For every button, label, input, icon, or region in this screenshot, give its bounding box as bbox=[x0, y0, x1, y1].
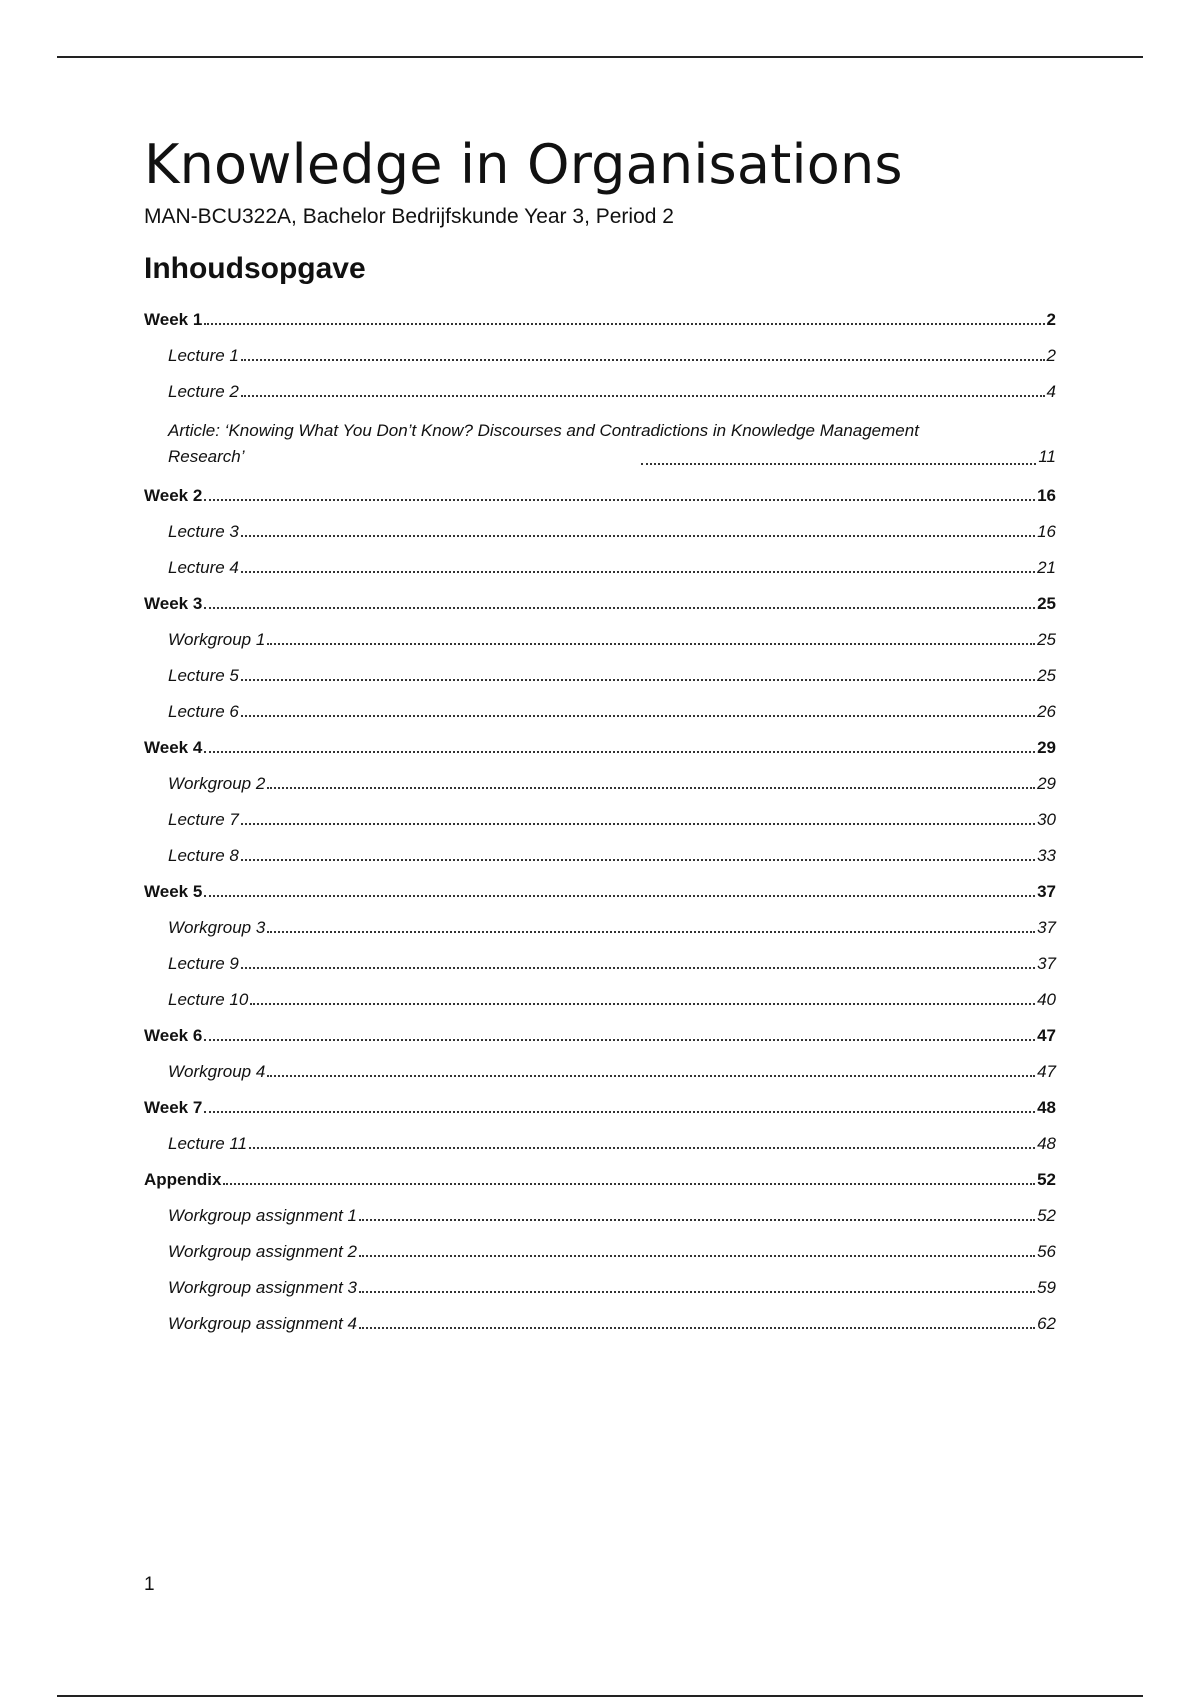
toc-entry-lecture-3[interactable] bbox=[144, 506, 1056, 542]
toc-dot-leader bbox=[359, 1255, 1035, 1257]
toc-group bbox=[144, 1022, 1056, 1082]
toc-entry-page: 16 bbox=[1037, 486, 1056, 506]
toc-entry-page: 40 bbox=[1037, 990, 1056, 1010]
toc-entry-label: Lecture 5 bbox=[168, 666, 239, 686]
toc-dot-leader bbox=[204, 1111, 1035, 1113]
toc-entry-workgroup-2[interactable] bbox=[144, 758, 1056, 794]
toc-entry-label: Week 4 bbox=[144, 738, 203, 758]
toc-entry-lecture-8[interactable] bbox=[144, 830, 1056, 866]
toc-group bbox=[144, 482, 1056, 578]
toc-dot-leader bbox=[359, 1219, 1035, 1221]
toc-group bbox=[144, 734, 1056, 866]
toc-dot-leader bbox=[267, 643, 1035, 645]
toc-entry-lecture-7[interactable] bbox=[144, 794, 1056, 830]
toc-entry-page: 62 bbox=[1037, 1314, 1056, 1334]
toc-group bbox=[144, 306, 1056, 470]
header-rule bbox=[57, 56, 1143, 58]
toc-entry-workgroup-1[interactable] bbox=[144, 614, 1056, 650]
document-subtitle: MAN-BCU322A, Bachelor Bedrijfskunde Year 3, Period 2 bbox=[144, 205, 674, 228]
toc-dot-leader bbox=[204, 499, 1035, 501]
toc-entry-page: 33 bbox=[1037, 846, 1056, 866]
toc-entry-page: 29 bbox=[1037, 774, 1056, 794]
toc-dot-leader bbox=[241, 395, 1045, 397]
toc-entry-page: 29 bbox=[1037, 738, 1056, 758]
toc-entry-label: Week 1 bbox=[144, 310, 203, 330]
toc-heading: Inhoudsopgave bbox=[144, 252, 366, 286]
toc-dot-leader bbox=[241, 359, 1045, 361]
toc-group bbox=[144, 1094, 1056, 1154]
toc-entry-lecture-9[interactable] bbox=[144, 938, 1056, 974]
toc-entry-lecture-1[interactable] bbox=[144, 330, 1056, 366]
toc-entry-label: Workgroup assignment 2 bbox=[168, 1242, 357, 1262]
toc-entry-page: 26 bbox=[1037, 702, 1056, 722]
toc-entry-label: Week 3 bbox=[144, 594, 203, 614]
toc-entry-page: 48 bbox=[1037, 1098, 1056, 1118]
document-body bbox=[144, 133, 1057, 1334]
toc-dot-leader bbox=[267, 787, 1035, 789]
toc-entry-workgroup-assignment-1[interactable] bbox=[144, 1190, 1056, 1226]
toc-entry-page: 56 bbox=[1037, 1242, 1056, 1262]
toc-dot-leader bbox=[241, 679, 1035, 681]
toc-dot-leader bbox=[241, 859, 1035, 861]
toc-entry-last-line bbox=[168, 444, 1056, 470]
toc-entry-label: Lecture 7 bbox=[168, 810, 239, 830]
toc-entry-label: Workgroup assignment 1 bbox=[168, 1206, 357, 1226]
toc-entry-week-6[interactable] bbox=[144, 1022, 1056, 1046]
toc-entry-label-line-2: Research’ bbox=[168, 447, 245, 467]
toc-entry-label: Lecture 10 bbox=[168, 990, 249, 1010]
toc-entry-article[interactable] bbox=[144, 402, 1056, 470]
toc-entry-page: 25 bbox=[1037, 594, 1056, 614]
toc-entry-page: 47 bbox=[1037, 1062, 1056, 1082]
toc-group bbox=[144, 878, 1056, 1010]
toc-entry-week-5[interactable] bbox=[144, 878, 1056, 902]
toc-dot-leader bbox=[241, 967, 1035, 969]
toc-entry-lecture-6[interactable] bbox=[144, 686, 1056, 722]
toc-entry-lecture-10[interactable] bbox=[144, 974, 1056, 1010]
toc-dot-leader bbox=[241, 823, 1035, 825]
toc-entry-page: 37 bbox=[1037, 954, 1056, 974]
toc-entry-appendix[interactable] bbox=[144, 1166, 1056, 1190]
toc-entry-workgroup-4[interactable] bbox=[144, 1046, 1056, 1082]
footer-rule bbox=[57, 1695, 1143, 1697]
toc-entry-label: Lecture 11 bbox=[168, 1134, 248, 1154]
toc-entry-lecture-11[interactable] bbox=[144, 1118, 1056, 1154]
toc-entry-page: 2 bbox=[1046, 346, 1056, 366]
toc-dot-leader bbox=[223, 1183, 1035, 1185]
toc-entry-lecture-5[interactable] bbox=[144, 650, 1056, 686]
toc-entry-workgroup-assignment-4[interactable] bbox=[144, 1298, 1056, 1334]
toc-entry-page: 37 bbox=[1037, 882, 1056, 902]
toc-dot-leader bbox=[241, 535, 1035, 537]
toc-group bbox=[144, 1166, 1056, 1334]
toc-dot-leader bbox=[267, 931, 1035, 933]
table-of-contents bbox=[144, 306, 1056, 1334]
document-title: Knowledge in Organisations bbox=[144, 133, 903, 196]
toc-entry-page: 30 bbox=[1037, 810, 1056, 830]
toc-entry-page: 11 bbox=[1038, 447, 1057, 467]
toc-entry-lecture-2[interactable] bbox=[144, 366, 1056, 402]
toc-dot-leader bbox=[204, 895, 1035, 897]
toc-entry-week-2[interactable] bbox=[144, 482, 1056, 506]
toc-entry-lecture-4[interactable] bbox=[144, 542, 1056, 578]
toc-entry-page: 16 bbox=[1037, 522, 1056, 542]
toc-entry-label: Week 7 bbox=[144, 1098, 203, 1118]
toc-entry-label: Week 5 bbox=[144, 882, 203, 902]
toc-entry-page: 48 bbox=[1037, 1134, 1056, 1154]
toc-entry-label: Lecture 6 bbox=[168, 702, 239, 722]
toc-entry-page: 25 bbox=[1037, 630, 1056, 650]
toc-entry-label: Lecture 2 bbox=[168, 382, 239, 402]
toc-group bbox=[144, 590, 1056, 722]
toc-entry-label: Lecture 8 bbox=[168, 846, 239, 866]
toc-entry-workgroup-assignment-2[interactable] bbox=[144, 1226, 1056, 1262]
toc-entry-label: Workgroup assignment 4 bbox=[168, 1314, 357, 1334]
toc-entry-label: Week 2 bbox=[144, 486, 203, 506]
toc-entry-label-wrap bbox=[168, 418, 1056, 470]
toc-dot-leader bbox=[241, 715, 1035, 717]
toc-dot-leader bbox=[359, 1327, 1035, 1329]
toc-entry-page: 52 bbox=[1037, 1206, 1056, 1226]
toc-dot-leader bbox=[267, 1075, 1035, 1077]
toc-entry-label: Appendix bbox=[144, 1170, 222, 1190]
toc-entry-label: Lecture 4 bbox=[168, 558, 239, 578]
toc-entry-workgroup-3[interactable] bbox=[144, 902, 1056, 938]
toc-entry-label: Week 6 bbox=[144, 1026, 203, 1046]
toc-entry-label: Lecture 3 bbox=[168, 522, 239, 542]
toc-entry-label: Workgroup 2 bbox=[168, 774, 266, 794]
toc-entry-label: Workgroup 3 bbox=[168, 918, 266, 938]
toc-entry-week-7[interactable] bbox=[144, 1094, 1056, 1118]
toc-dot-leader bbox=[204, 607, 1035, 609]
toc-entry-workgroup-assignment-3[interactable] bbox=[144, 1262, 1056, 1298]
toc-dot-leader bbox=[241, 571, 1035, 573]
toc-entry-page: 59 bbox=[1037, 1278, 1056, 1298]
toc-entry-week-4[interactable] bbox=[144, 734, 1056, 758]
toc-entry-page: 21 bbox=[1037, 558, 1056, 578]
toc-entry-label: Lecture 9 bbox=[168, 954, 239, 974]
toc-entry-page: 2 bbox=[1046, 310, 1056, 330]
toc-dot-leader bbox=[641, 463, 1036, 465]
toc-entry-page: 25 bbox=[1037, 666, 1056, 686]
toc-dot-leader bbox=[249, 1147, 1035, 1149]
toc-dot-leader bbox=[204, 751, 1035, 753]
toc-dot-leader bbox=[250, 1003, 1035, 1005]
toc-entry-label: Lecture 1 bbox=[168, 346, 239, 366]
page-number: 1 bbox=[144, 1574, 155, 1595]
toc-entry-label: Workgroup assignment 3 bbox=[168, 1278, 357, 1298]
toc-entry-label: Workgroup 1 bbox=[168, 630, 266, 650]
toc-entry-week-3[interactable] bbox=[144, 590, 1056, 614]
toc-entry-page: 37 bbox=[1037, 918, 1056, 938]
toc-dot-leader bbox=[359, 1291, 1035, 1293]
toc-dot-leader bbox=[204, 1039, 1035, 1041]
toc-dot-leader bbox=[204, 323, 1044, 325]
toc-entry-week-1[interactable] bbox=[144, 306, 1056, 330]
toc-entry-page: 4 bbox=[1046, 382, 1056, 402]
toc-entry-label-line-1: Article: ‘Knowing What You Don’t Know? Discourses and Contradictions in Knowledge Management bbox=[168, 421, 919, 441]
toc-entry-page: 52 bbox=[1037, 1170, 1056, 1190]
toc-entry-label: Workgroup 4 bbox=[168, 1062, 266, 1082]
toc-entry-page: 47 bbox=[1037, 1026, 1056, 1046]
